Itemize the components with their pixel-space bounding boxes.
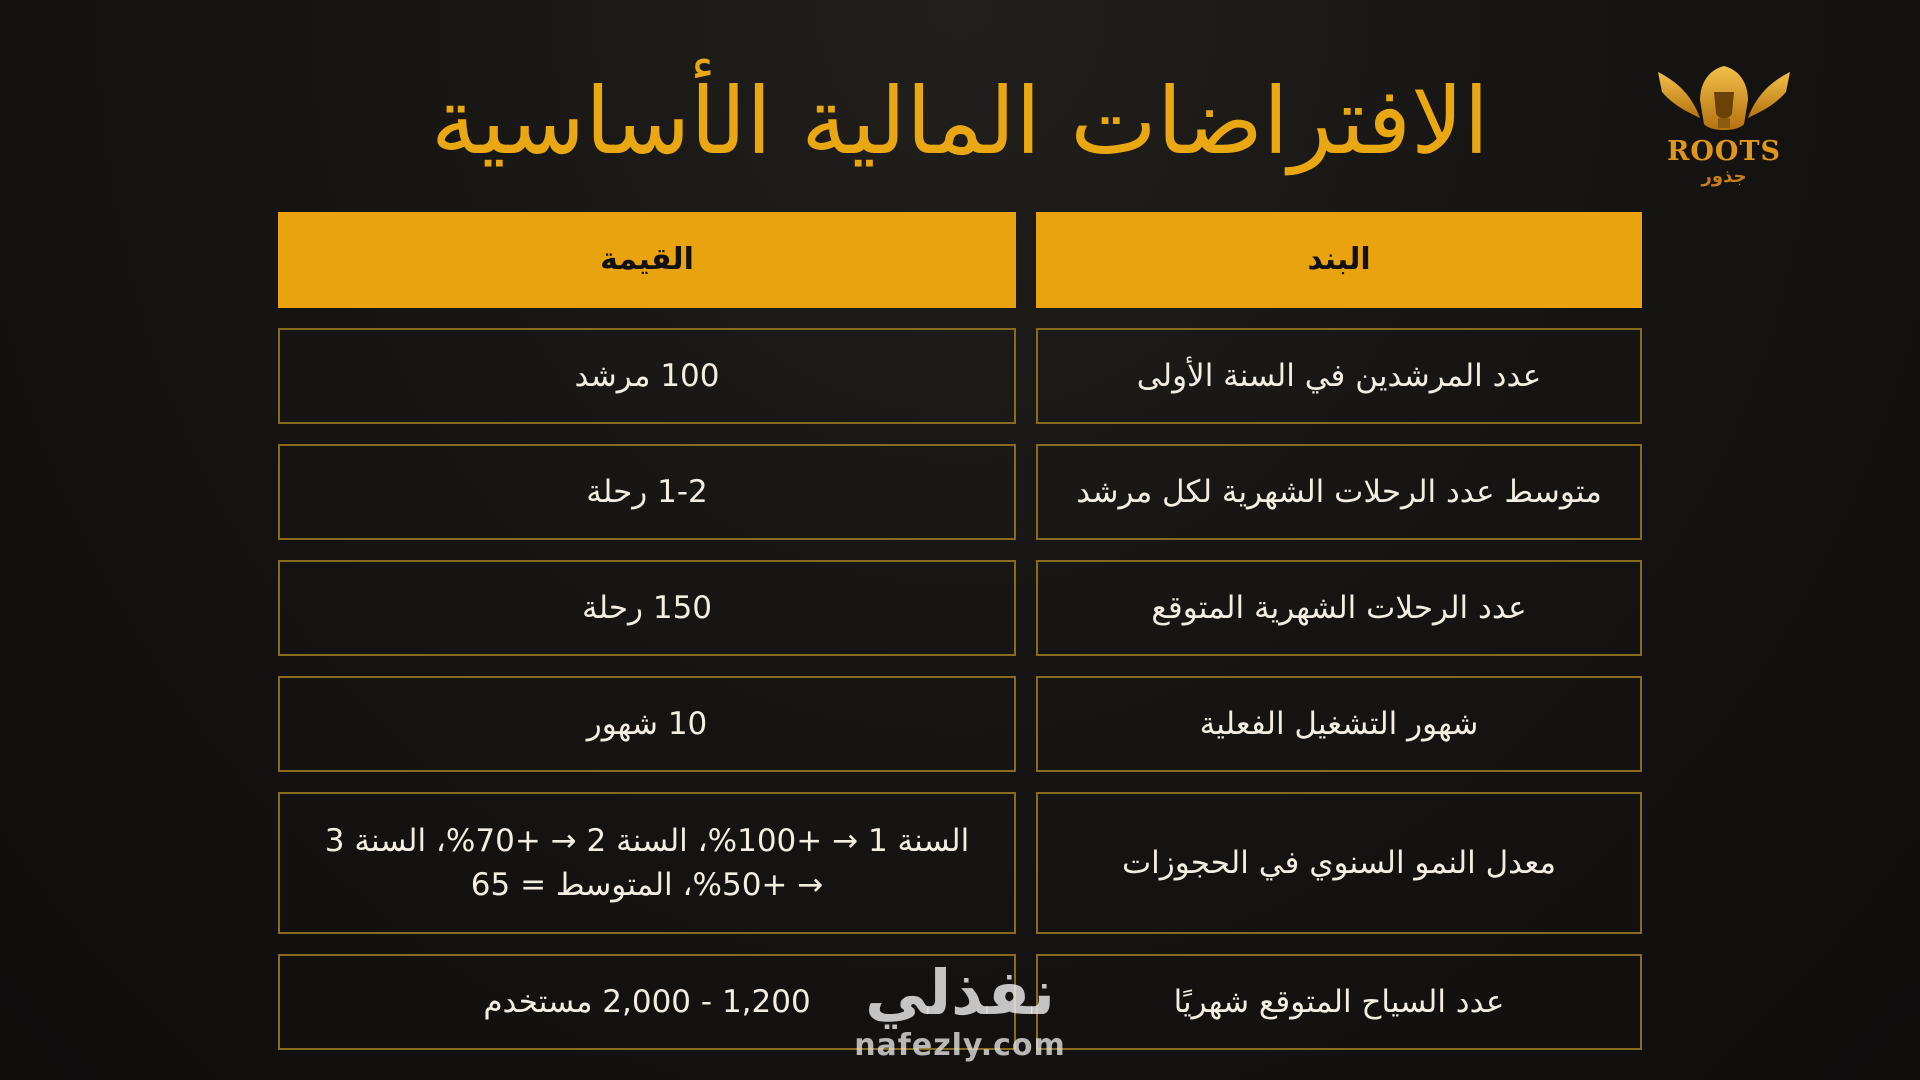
- watermark-text-ar: نفذلي: [865, 956, 1055, 1029]
- header-item: البند: [1036, 212, 1642, 308]
- row-item: عدد الرحلات الشهرية المتوقع: [1036, 560, 1642, 656]
- row-item: شهور التشغيل الفعلية: [1036, 676, 1642, 772]
- roots-logo: [1648, 62, 1800, 194]
- table-row: [278, 676, 1642, 772]
- row-item: معدل النمو السنوي في الحجوزات: [1036, 792, 1642, 934]
- row-value: 100 مرشد: [278, 328, 1016, 424]
- row-item: متوسط عدد الرحلات الشهرية لكل مرشد: [1036, 444, 1642, 540]
- row-value: السنة 1 → +100%، السنة 2 → +70%، السنة 3 → +50%، المتوسط = 65: [278, 792, 1016, 934]
- logo-text-ar: جذور: [1701, 166, 1747, 187]
- watermark-text-en: nafezly.com: [854, 1028, 1066, 1063]
- page-title: الافتراضات المالية الأساسية: [430, 68, 1490, 175]
- table-row: [278, 560, 1642, 656]
- table-row: [278, 954, 1642, 1050]
- logo-text-en: ROOTS: [1666, 136, 1782, 167]
- row-value: 1-2 رحلة: [278, 444, 1016, 540]
- header-value: القيمة: [278, 212, 1016, 308]
- row-item: عدد السياح المتوقع شهريًا: [1036, 954, 1642, 1050]
- table-row: [278, 328, 1642, 424]
- assumptions-table: [278, 212, 1642, 1070]
- row-value: 10 شهور: [278, 676, 1016, 772]
- table-row: [278, 444, 1642, 540]
- row-value: 150 رحلة: [278, 560, 1016, 656]
- table-header-row: [278, 212, 1642, 308]
- row-item: عدد المرشدين في السنة الأولى: [1036, 328, 1642, 424]
- row-value: 1,200 - 2,000 مستخدم: [278, 954, 1016, 1050]
- table-row: [278, 792, 1642, 934]
